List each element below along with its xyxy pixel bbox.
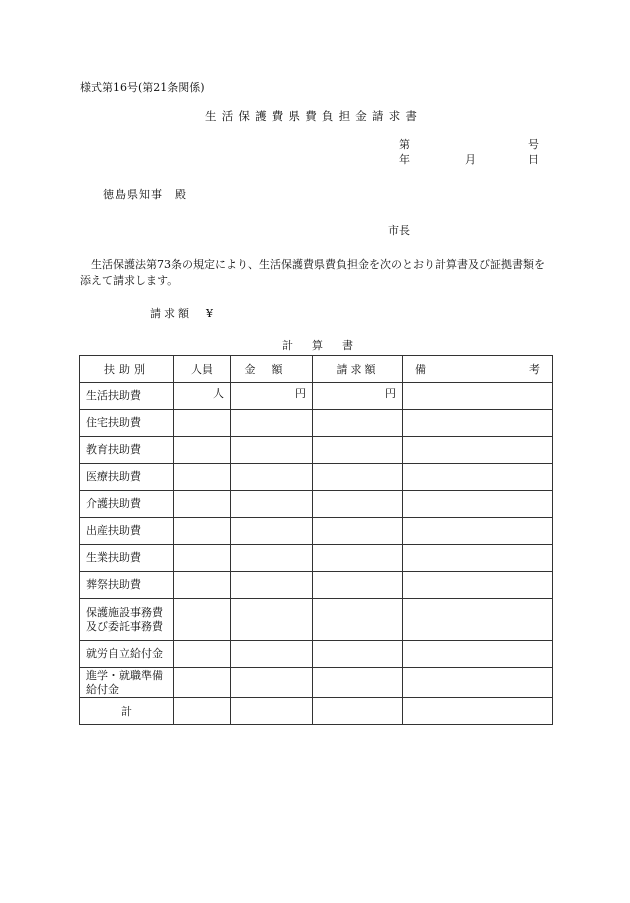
persons-cell[interactable] xyxy=(174,518,231,545)
total-remarks-cell[interactable] xyxy=(403,698,553,725)
sender: 市長 xyxy=(388,224,410,237)
header-category: 扶助別 xyxy=(80,356,174,383)
table-row xyxy=(80,545,553,572)
row-category-label: 就労自立給付金 xyxy=(80,641,174,668)
claim-cell[interactable] xyxy=(313,437,403,464)
amount-cell[interactable] xyxy=(231,410,313,437)
persons-cell[interactable] xyxy=(174,572,231,599)
remarks-cell[interactable] xyxy=(403,437,553,464)
body-text: 生活保護法第73条の規定により、生活保護費県費負担金を次のとおり計算書及び証拠書類を添えて請求します。 xyxy=(80,258,545,287)
table-row xyxy=(80,464,553,491)
amount-cell[interactable] xyxy=(231,641,313,668)
header-remarks xyxy=(403,356,553,383)
form-number: 様式第16号(第21条関係) xyxy=(80,81,205,94)
row-category-label: 生業扶助費 xyxy=(80,545,174,572)
unit-label: 人 xyxy=(213,387,224,400)
date-day: 日 xyxy=(528,153,539,166)
table-row xyxy=(80,410,553,437)
table-row xyxy=(80,572,553,599)
amount-cell[interactable] xyxy=(231,464,313,491)
persons-cell[interactable] xyxy=(174,410,231,437)
persons-cell[interactable] xyxy=(174,668,231,698)
table-row xyxy=(80,641,553,668)
amount-cell[interactable] xyxy=(231,668,313,698)
row-category-label: 医療扶助費 xyxy=(80,464,174,491)
unit-label: 円 xyxy=(385,387,396,400)
amount-cell[interactable] xyxy=(231,491,313,518)
table-row xyxy=(80,383,553,410)
row-category-label: 住宅扶助費 xyxy=(80,410,174,437)
table-row xyxy=(80,518,553,545)
persons-cell[interactable] xyxy=(174,545,231,572)
claim-cell[interactable] xyxy=(313,641,403,668)
row-category-label: 出産扶助費 xyxy=(80,518,174,545)
row-category-label: 葬祭扶助費 xyxy=(80,572,174,599)
row-category-label: 生活扶助費 xyxy=(80,383,174,410)
amount-cell[interactable] xyxy=(231,437,313,464)
claim-cell[interactable] xyxy=(313,491,403,518)
remarks-cell[interactable] xyxy=(403,410,553,437)
persons-cell[interactable] xyxy=(174,599,231,641)
total-label: 計 xyxy=(80,698,174,725)
persons-cell[interactable] xyxy=(174,641,231,668)
total-claim-cell[interactable] xyxy=(313,698,403,725)
claim-cell[interactable] xyxy=(313,599,403,641)
claim-cell[interactable] xyxy=(313,410,403,437)
row-category-label: 保護施設事務費 及び委託事務費 xyxy=(80,599,174,641)
unit-label: 円 xyxy=(295,387,306,400)
number-suffix: 号 xyxy=(528,138,539,151)
remarks-cell[interactable] xyxy=(403,668,553,698)
table-row xyxy=(80,668,553,698)
table-row xyxy=(80,491,553,518)
header-remarks-right: 考 xyxy=(529,363,540,376)
header-remarks-left: 備 xyxy=(415,363,426,376)
document-title: 生活保護費県費負担金請求書 xyxy=(205,109,423,123)
total-amount-cell[interactable] xyxy=(231,698,313,725)
date-year: 年 xyxy=(399,153,410,166)
persons-cell[interactable] xyxy=(174,383,231,410)
claim-cell[interactable] xyxy=(313,668,403,698)
amount-cell[interactable] xyxy=(231,518,313,545)
calculation-title: 計算書 xyxy=(282,339,372,352)
row-category-label: 教育扶助費 xyxy=(80,437,174,464)
claim-cell[interactable] xyxy=(313,545,403,572)
amount-cell[interactable] xyxy=(231,383,313,410)
remarks-cell[interactable] xyxy=(403,599,553,641)
calculation-table xyxy=(79,355,553,725)
table-total-row xyxy=(80,698,553,725)
number-prefix: 第 xyxy=(399,138,410,151)
remarks-cell[interactable] xyxy=(403,383,553,410)
header-claim: 請求額 xyxy=(313,356,403,383)
remarks-cell[interactable] xyxy=(403,641,553,668)
claim-cell[interactable] xyxy=(313,383,403,410)
row-category-label: 介護扶助費 xyxy=(80,491,174,518)
persons-cell[interactable] xyxy=(174,437,231,464)
remarks-cell[interactable] xyxy=(403,545,553,572)
date-month: 月 xyxy=(465,153,476,166)
header-persons: 人員 xyxy=(174,356,231,383)
table-header-row xyxy=(80,356,553,383)
persons-cell[interactable] xyxy=(174,464,231,491)
amount-cell[interactable] xyxy=(231,572,313,599)
total-persons-cell[interactable] xyxy=(174,698,231,725)
amount-cell[interactable] xyxy=(231,545,313,572)
addressee: 徳島県知事 殿 xyxy=(103,188,187,201)
remarks-cell[interactable] xyxy=(403,572,553,599)
table-row xyxy=(80,599,553,641)
table-row xyxy=(80,437,553,464)
row-category-label: 進学・就職準備 給付金 xyxy=(80,668,174,698)
remarks-cell[interactable] xyxy=(403,518,553,545)
claim-cell[interactable] xyxy=(313,572,403,599)
header-amount: 金額 xyxy=(231,356,313,383)
amount-cell[interactable] xyxy=(231,599,313,641)
remarks-cell[interactable] xyxy=(403,491,553,518)
claim-cell[interactable] xyxy=(313,464,403,491)
remarks-cell[interactable] xyxy=(403,464,553,491)
persons-cell[interactable] xyxy=(174,491,231,518)
claim-amount-label: 請求額 ¥ xyxy=(150,307,216,320)
claim-cell[interactable] xyxy=(313,518,403,545)
